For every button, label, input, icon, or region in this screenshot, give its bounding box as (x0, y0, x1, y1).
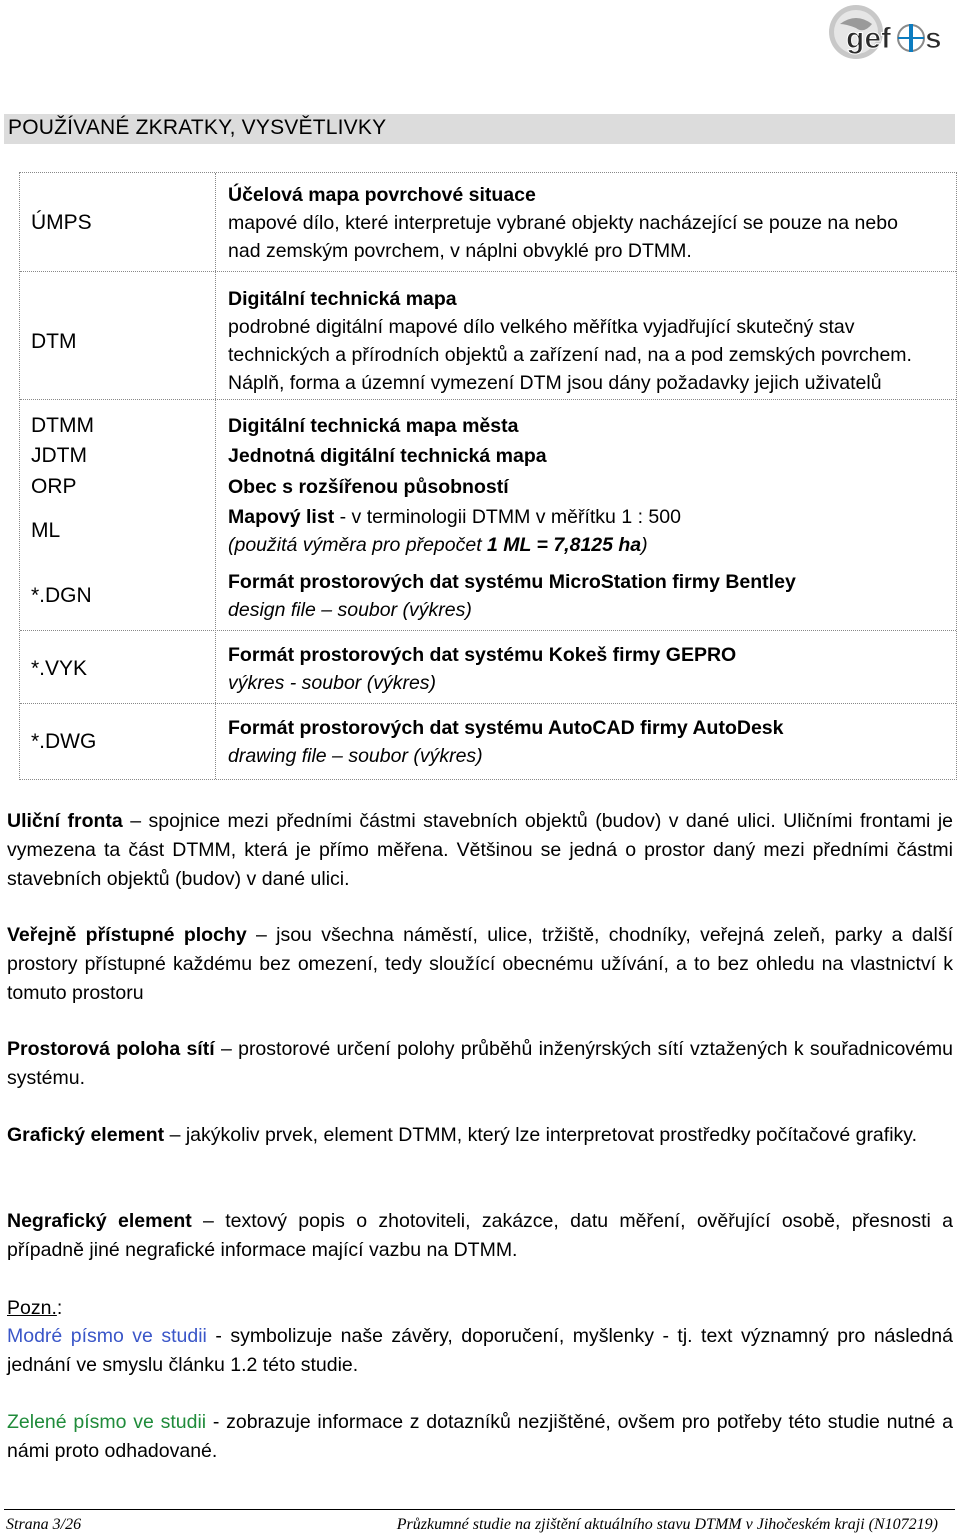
ml-note-end: ) (641, 534, 648, 556)
term-title: Digitální technická mapa (228, 288, 457, 310)
desc-line: Náplň, forma a územní vymezení DTM jsou dány požadavky jejich uživatelů (228, 372, 882, 394)
definition-term: Prostorová poloha sítí (7, 1038, 215, 1060)
desc-line: nad zemským povrchem, v náplni obvyklé pro DTMM. (228, 240, 692, 262)
footer-page-number: Strana 3/26 (6, 1516, 82, 1533)
desc-line: technických a přírodních objektů a zařízení nad, na a pod zemských povrchem. (228, 344, 912, 366)
abbr-jdtm: JDTM (31, 444, 87, 467)
definition-ulicni-fronta (7, 807, 953, 894)
abbr-umps: ÚMPS (31, 211, 92, 234)
definition-prostorova-poloha (7, 1035, 953, 1093)
definition-text: – spojnice mezi předními částmi stavebních objektů (budov) v dané ulici. Uličními frontami je vymezena ta část DTMM, která je přímo měřena. Většinou se jedná o prostor daný mezi předními částmi stavebních objektů (budov) v dané ulici. (7, 810, 953, 890)
definition-term: Veřejně přístupné plochy (7, 924, 247, 946)
note-blue (7, 1322, 953, 1380)
row-divider (20, 271, 956, 272)
abbr-ml: ML (31, 519, 61, 542)
desc-dtmm (228, 412, 518, 440)
blue-legend-term: Modré písmo ve studii (7, 1325, 207, 1347)
note-colon: : (56, 1297, 63, 1319)
row-divider (20, 703, 956, 704)
definition-text: – jakýkoliv prvek, element DTMM, který lze interpretovat prostředky počítačové grafiky. (164, 1124, 917, 1146)
desc-vyk (228, 641, 736, 697)
term-title: Formát prostorových dat systému AutoCAD firmy AutoDesk (228, 717, 784, 739)
definition-term: Negrafický element (7, 1210, 192, 1232)
abbr-vyk: *.VYK (31, 657, 88, 680)
definition-term: Uliční fronta (7, 810, 123, 832)
gefos-logo (826, 4, 952, 66)
definition-text: – textový popis o zhotoviteli, zakázce, datu měření, ověřující osobě, přesnosti a případně jiné negrafické informace mající vazbu na DTMM. (7, 1210, 953, 1261)
abbr-dgn: *.DGN (31, 584, 92, 607)
definition-text: – jsou všechna náměstí, ulice, tržiště, chodníky, veřejná zeleň, parky a další prostory přístupné každému bez omezení, tedy sloužící obecnému užívání, a to bez ohledu na vlastnictví k tomuto prostoru (7, 924, 953, 1004)
term-rest: - v terminologii DTMM v měřítku 1 : 500 (334, 506, 681, 528)
footer-document-title: Průzkumné studie na zjištění aktuálního stavu DTMM v Jihočeském kraji (N107219) (396, 1516, 938, 1533)
abbr-orp: ORP (31, 475, 77, 498)
term-subtitle: výkres - soubor (výkres) (228, 672, 437, 694)
abbr-dwg: *.DWG (31, 730, 97, 753)
abbreviation-table (19, 172, 957, 780)
definition-verejne-plochy (7, 921, 953, 1008)
section-title: POUŽÍVANÉ ZKRATKY, VYSVĚTLIVKY (8, 116, 387, 139)
term-title: Jednotná digitální technická mapa (228, 445, 547, 467)
abbr-dtmm: DTMM (31, 414, 94, 437)
term-title: Formát prostorových dat systému Kokeš firmy GEPRO (228, 644, 737, 666)
blue-legend-text: - symbolizuje naše závěry, doporučení, myšlenky - tj. text významný pro následná jednání ve smyslu článku 1.2 této studie. (7, 1325, 953, 1376)
row-divider (20, 630, 956, 631)
section-heading (4, 114, 955, 144)
term-title: Mapový list (228, 506, 335, 528)
ml-note: (použitá výměra pro přepočet (228, 534, 488, 556)
desc-dtm (228, 285, 912, 397)
desc-orp (228, 473, 509, 501)
note-label (7, 1294, 953, 1323)
term-subtitle: design file – soubor (výkres) (228, 599, 472, 621)
row-divider (20, 399, 956, 400)
svg-text:s: s (925, 22, 942, 55)
definition-term: Grafický element (7, 1124, 165, 1146)
logo-wordmark: gef (846, 22, 891, 55)
ml-note-value: 1 ML = 7,8125 ha (487, 534, 642, 556)
note-green (7, 1408, 953, 1466)
desc-line: podrobné digitální mapové dílo velkého měřítka vyjadřující skutečný stav (228, 316, 855, 338)
term-title: Digitální technická mapa města (228, 415, 519, 437)
desc-jdtm (228, 442, 547, 470)
desc-ml (228, 503, 681, 559)
column-divider (215, 173, 216, 779)
term-subtitle: drawing file – soubor (výkres) (228, 745, 483, 767)
term-title: Obec s rozšířenou působností (228, 476, 509, 498)
footer-rule (4, 1509, 955, 1510)
definition-text: – prostorové určení polohy průběhů inženýrských sítí vztažených k souřadnicovému systému. (7, 1038, 953, 1089)
desc-dwg (228, 714, 783, 770)
term-title: Formát prostorových dat systému MicroStation firmy Bentley (228, 571, 796, 593)
green-legend-text: - zobrazuje informace z dotazníků nezjištěné, ovšem pro potřeby této studie nutné a námi proto odhadované. (7, 1411, 953, 1462)
term-title: Účelová mapa povrchové situace (228, 184, 536, 206)
desc-dgn (228, 568, 796, 624)
note-heading: Pozn. (7, 1297, 57, 1319)
definition-graficky-element (7, 1121, 953, 1150)
abbr-dtm: DTM (31, 330, 77, 353)
desc-umps (228, 181, 898, 265)
green-legend-term: Zelené písmo ve studii (7, 1411, 207, 1433)
desc-line: mapové dílo, které interpretuje vybrané objekty nacházející se pouze na nebo (228, 212, 898, 234)
definition-negraficky-element (7, 1207, 953, 1265)
